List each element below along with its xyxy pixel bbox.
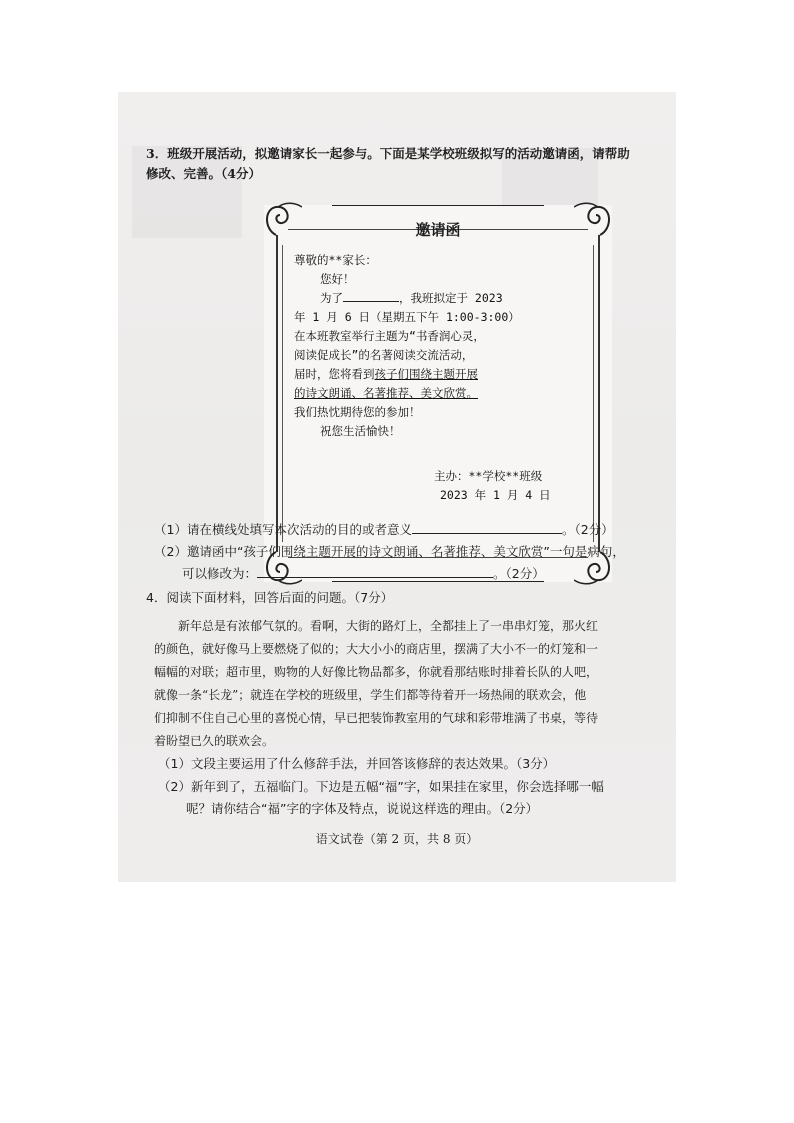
q4-para-line5: 们抑制不住自己心里的喜悦心情，早已把装饰教室用的气球和彩带堆满了书桌，等待 — [154, 711, 599, 725]
invitation-line-g: 我们热忱期待您的参加！ — [294, 405, 421, 419]
q3-sub2-score: 。（2分） — [493, 566, 545, 581]
invitation-title: 邀请函 — [415, 221, 461, 239]
q4-sub2-line2: 呢？请你结合“福”字的字体及特点，说说这样选的理由。（2分） — [186, 801, 539, 816]
invitation-line-a-prefix: 为了 — [320, 291, 343, 305]
q4-para-line1: 新年总是有浓郁气氛的。看啊，大街的路灯上，全都挂上了一串串灯笼，那火红 — [178, 619, 599, 633]
invitation-line-h: 祝您生活愉快！ — [320, 424, 401, 438]
q3-title-line1: 3．班级开展活动，拟邀请家长一起参与。下面是某学校班级拟写的活动邀请函，请帮助 — [146, 146, 630, 161]
invitation-line-c: 在本班教室举行主题为“书香润心灵， — [294, 329, 485, 343]
invitation-line-a — [320, 289, 503, 308]
invitation-date: 2023 年 1 月 4 日 — [440, 488, 551, 502]
page-footer: 语文试卷（第 2 页，共 8 页） — [315, 832, 479, 846]
invitation-sick-sentence-part1: 孩子们围绕主题开展 — [374, 367, 478, 381]
q4-para-line2: 的颜色，就好像马上要燃烧了似的；大大小小的商店里，摆满了大小不一的灯笼和一 — [154, 642, 599, 656]
q3-sub1-answer-line[interactable] — [412, 521, 562, 534]
invitation-sick-sentence-part2: 的诗文朗诵、名著推荐、美文欣赏。 — [294, 386, 478, 400]
q3-sub1 — [154, 520, 614, 540]
q3-sub1-text: （1）请在横线处填写本次活动的目的或者意义 — [154, 522, 412, 537]
invitation-line-b: 年 1 月 6 日（星期五下午 1:00-3:00） — [294, 310, 520, 324]
q3-sub2-line1: （2）邀请函中“孩子们围绕主题开展的诗文朗诵、名著推荐、美文欣赏”一句是病句， — [154, 544, 625, 559]
q3-sub1-score: 。（2分） — [561, 522, 614, 537]
q3-sub2-line2 — [182, 564, 545, 584]
invitation-line-a-suffix: ，我班拟定于 2023 — [399, 291, 503, 305]
q3-sub2-answer-line[interactable] — [257, 565, 493, 578]
q4-sub1: （1）文段主要运用了什么修辞手法，并回答该修辞的表达效果。（3分） — [158, 756, 556, 771]
exam-page — [118, 92, 676, 882]
q3-sub2-line2-prefix: 可以修改为： — [182, 566, 258, 581]
q4-para-line6: 着盼望已久的联欢会。 — [154, 734, 275, 748]
q3-title-line2: 修改、完善。（4分） — [146, 166, 261, 181]
invitation-line-e-prefix: 届时，您将看到 — [294, 367, 375, 381]
invitation-organizer: 主办：**学校**班级 — [434, 469, 543, 483]
q4-sub2-line1: （2）新年到了，五福临门。下边是五幅“福”字，如果挂在家里，你会选择哪一幅 — [158, 779, 604, 794]
q4-para-line3: 幅幅的对联；超市里，购物的人好像比物品都多，你就看那结账时排着长队的人吧， — [154, 665, 599, 679]
invitation-line-e — [294, 365, 478, 384]
invitation-line-d: 阅读促成长”的名著阅读交流活动， — [294, 348, 474, 362]
q4-para-line4: 就像一条“长龙”；就连在学校的班级里，学生们都等待着开一场热闹的联欢会，他 — [154, 688, 587, 702]
q4-title: 4．阅读下面材料，回答后面的问题。（7分） — [146, 590, 394, 605]
invitation-salutation: 尊敬的**家长： — [294, 253, 377, 267]
invitation-greeting: 您好！ — [320, 272, 355, 286]
invitation-blank-purpose[interactable] — [343, 289, 399, 302]
